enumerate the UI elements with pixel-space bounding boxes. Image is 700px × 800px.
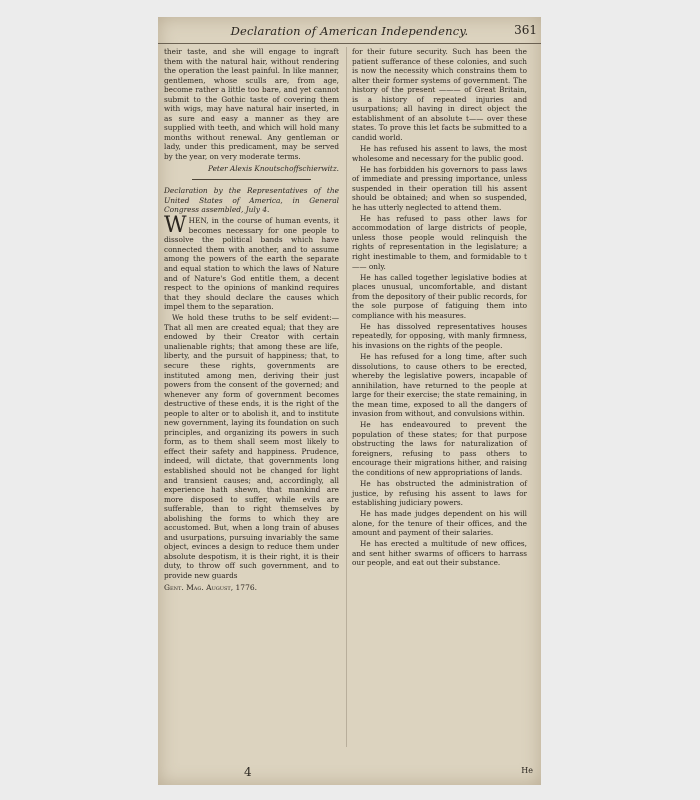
grievance: He has obstructed the administration of justice, by refusing his assent to laws for establishing judiciary powers. bbox=[352, 479, 527, 508]
author-signature: Peter Alexis Knoutschoffschierwitz. bbox=[207, 163, 339, 173]
page-header bbox=[158, 21, 541, 44]
grievance: He has refused his assent to laws, the most wholesome and necessary for the public good. bbox=[352, 143, 527, 163]
signature-mark: 4 bbox=[244, 765, 252, 779]
document-page bbox=[158, 17, 541, 785]
running-title: Declaration of American Independency. bbox=[230, 24, 469, 38]
grievance: He has erected a multitude of new offices, and sent hither swarms of officers to harrass our people, and eat out their substance. bbox=[352, 539, 527, 568]
right-column bbox=[352, 47, 527, 569]
page-footer: Gent. Mag. August, 1776. bbox=[164, 582, 258, 592]
left-column bbox=[164, 47, 339, 594]
grievance: He has forbidden his governors to pass laws of immediate and pressing importance, unless suspended in their operation till his assent should be obtained; and when so suspended, he has utterly neglected to attend them. bbox=[352, 164, 527, 212]
page-number: 361 bbox=[514, 23, 537, 37]
declaration-heading: Declaration by the Representatives of the United States of America, in General Congress assembled, July 4. bbox=[164, 186, 339, 215]
grievance: He has endeavoured to prevent the population of these states; for that purpose obstructing the laws for naturalization of foreigners, refusing to pass others to encourage their migrations hither, and raising the conditions of new appropriations of lands. bbox=[352, 420, 527, 478]
grievance: He has dissolved representatives houses repeatedly, for opposing, with manly firmness, his invasions on the rights of the people. bbox=[352, 321, 527, 350]
section-divider bbox=[192, 179, 311, 180]
grievance: He has made judges dependent on his will alone, for the tenure of their offices, and the amount and payment of their salaries. bbox=[352, 509, 527, 538]
intro-text: HEN, in the course of human events, it becomes necessary for one people to dissolve the political bands which have connected them with another, and to assume among the powers of the earth the separate and equal station to which the laws of Nature and of Nature's God entitle them, a decent respect to the opinions of mankind requires that they should declare the causes which impel them to the separation. bbox=[164, 216, 339, 312]
column-divider bbox=[346, 47, 347, 747]
grievance: He has called together legislative bodies at places unusual, uncomfortable, and distant from the depository of their public records, for the sole purpose of fatiguing them into compliance with his measures. bbox=[352, 272, 527, 320]
drop-cap: W bbox=[164, 213, 187, 239]
self-evident-truths: We hold these truths to be self evident:—That all men are created equal; that they are endowed by their Creator with certain unalienable rights; that among these are life, liberty, and the pursuit of happiness; that, to secure these rights, governments are instituted among men, deriving their just powers from the consent of the governed; and whenever any form of government becomes destructive of these ends, it is the right of the people to alter or to abolish it, and to institute new government, laying its foundation on such principles, and organizing its powers in such form, as to them shall seem most likely to effect their safety and happiness. Prudence, indeed, will dictate, that governments long established should not be changed for light and transient causes; and, accordingly, all experience hath shewn, that mankind are more disposed to suffer, while evils are sufferable, than to right themselves by abolishing the forms to which they are accustomed. But, when a long train of abuses and usurpations, pursuing invariably the same object, evinces a design to reduce them under absolute despotism, it is their right, it is their duty, to throw off such government, and to provide new guards bbox=[164, 313, 339, 580]
grievance: He has refused for a long time, after such dissolutions, to cause others to be erected, whereby the legislative powers, incapable of annihilation, have returned to the people at large for their exercise; the state remaining, in the mean time, exposed to all the dangers of invasion from without, and convulsions within. bbox=[352, 351, 527, 419]
paragraph: for their future security. Such has been the patient sufferance of these colonies, and such is now the necessity which constrains them to alter their former systems of government. The history of the present ——— of Great Britain, is a history of repeated injuries and usurpations; all having in direct object the establishment of an absolute t—— over these states. To prove this let facts be submitted to a candid world. bbox=[352, 47, 527, 142]
declaration-intro bbox=[164, 213, 339, 312]
grievance: He has refused to pass other laws for accommodation of large districts of people, unless those people would relinquish the rights of representation in the legislature; a right inestimable to them, and formidable to t—— only. bbox=[352, 213, 527, 271]
continuation-text: their taste, and she will engage to ingraft them with the natural hair, without rendering the operation the least painful. In like manner, gentlemen, whose sculls are, from age, become rather a little too bare, and yet cannot submit to the Gothic taste of covering them with wigs, may have natural hair inserted, in as sure and easy a manner as they are supplied with teeth, and which will hold many months without renewal. Any gentleman or lady, under this predicament, may be served by the year, on very moderate terms. bbox=[164, 47, 339, 162]
catchword: He bbox=[521, 766, 533, 775]
